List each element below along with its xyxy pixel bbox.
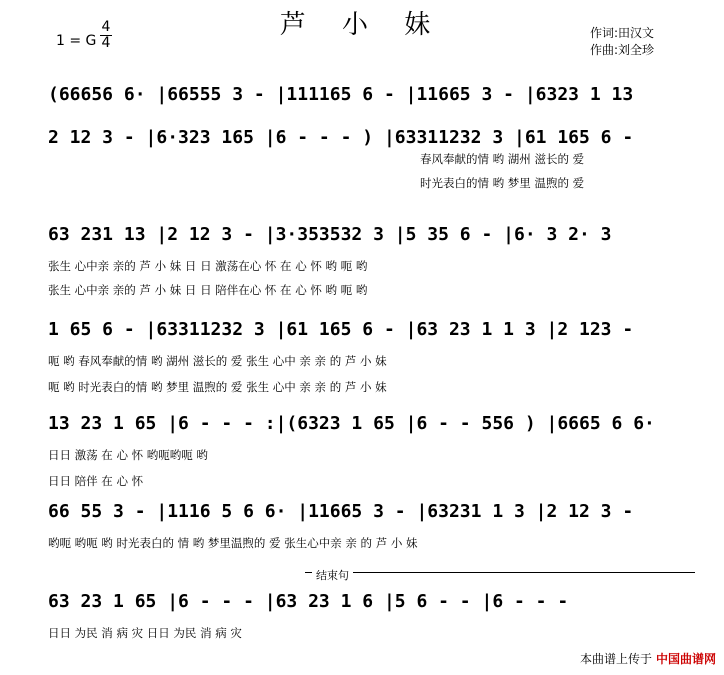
notation-line: 63 23 1 65 |6 - - - |63 23 1 6 |5 6 - - |6 - - - [48, 591, 569, 612]
staff-row-1 [48, 83, 694, 107]
footer-text: 本曲谱上传于 [579, 652, 652, 666]
staff-row-5 [48, 412, 694, 490]
lyric-verse-2: 张生 心中亲 亲的 芦 小 妹 日 日 陪伴在心 怀 在 心 怀 哟 呃 哟 [48, 283, 368, 297]
credits [590, 25, 654, 59]
notation-line: 13 23 1 65 |6 - - - :|(6323 1 65 |6 - - 556 ) |6665 6 6· [48, 413, 655, 434]
staff-row-6 [48, 500, 694, 552]
lyric-verse-1: 呃 哟 春风奉献的情 哟 湖州 滋长的 爱 张生 心中 亲 亲 的 芦 小 妹 [48, 354, 387, 368]
lyric-verse-2: 时光表白的情 哟 梦里 温煦的 爱 [420, 176, 585, 190]
notation-line: (66656 6· |66555 3 - |111165 6 - |11665 3 - |6323 1 13 [48, 84, 634, 105]
time-signature [99, 20, 113, 51]
lyric-verse-2: 呃 哟 时光表白的情 哟 梦里 温煦的 爱 张生 心中 亲 亲 的 芦 小 妹 [48, 380, 387, 394]
composer: 作曲:刘全珍 [590, 43, 655, 57]
lyric-verse-1: 日日 激荡 在 心 怀 哟呃哟呃 哟 [48, 448, 208, 462]
notation-line: 2 12 3 - |6·323 165 |6 - - - ) |63311232 3 |61 165 6 - [48, 127, 634, 148]
ending-label: 结束句 [312, 567, 353, 583]
notation-line: 1 65 6 - |63311232 3 |61 165 6 - |63 23 1 1 3 |2 123 - [48, 319, 634, 340]
lyricist: 作词:田汉文 [590, 26, 655, 40]
staff-row-4 [48, 318, 694, 396]
footer [580, 650, 716, 667]
lyric-verse-2: 日日 陪伴 在 心 怀 [48, 474, 144, 488]
lyric-verse-1: 春风奉献的情 哟 湖州 滋长的 爱 [420, 152, 585, 166]
song-title: 芦 小 妹 [279, 10, 445, 40]
notation-line: 63 231 13 |2 12 3 - |3·353532 3 |5 35 6 - |6· 3 2· 3 [48, 224, 612, 245]
staff-row-3 [48, 223, 694, 299]
time-signature-top: 4 [101, 19, 111, 35]
key-signature: 1 = G [56, 33, 97, 49]
staff-row-2 [48, 126, 694, 192]
lyric-verse-1: 日日 为民 消 病 灾 日日 为民 消 病 灾 [48, 626, 242, 640]
lyric-verse-1: 哟呃 哟呃 哟 时光表白的 情 哟 梦里温煦的 爱 张生心中亲 亲 的 芦 小 妹 [48, 536, 418, 550]
staff-row-7 [48, 590, 694, 642]
lyric-verse-1: 张生 心中亲 亲的 芦 小 妹 日 日 激荡在心 怀 在 心 怀 哟 呃 哟 [48, 259, 368, 273]
ending-bracket-line [305, 572, 695, 573]
time-signature-bottom: 4 [101, 35, 111, 51]
site-logo[interactable]: 中国曲谱网 [655, 652, 716, 666]
notation-line: 66 55 3 - |1116 5 6 6· |11665 3 - |63231 1 3 |2 12 3 - [48, 501, 634, 522]
